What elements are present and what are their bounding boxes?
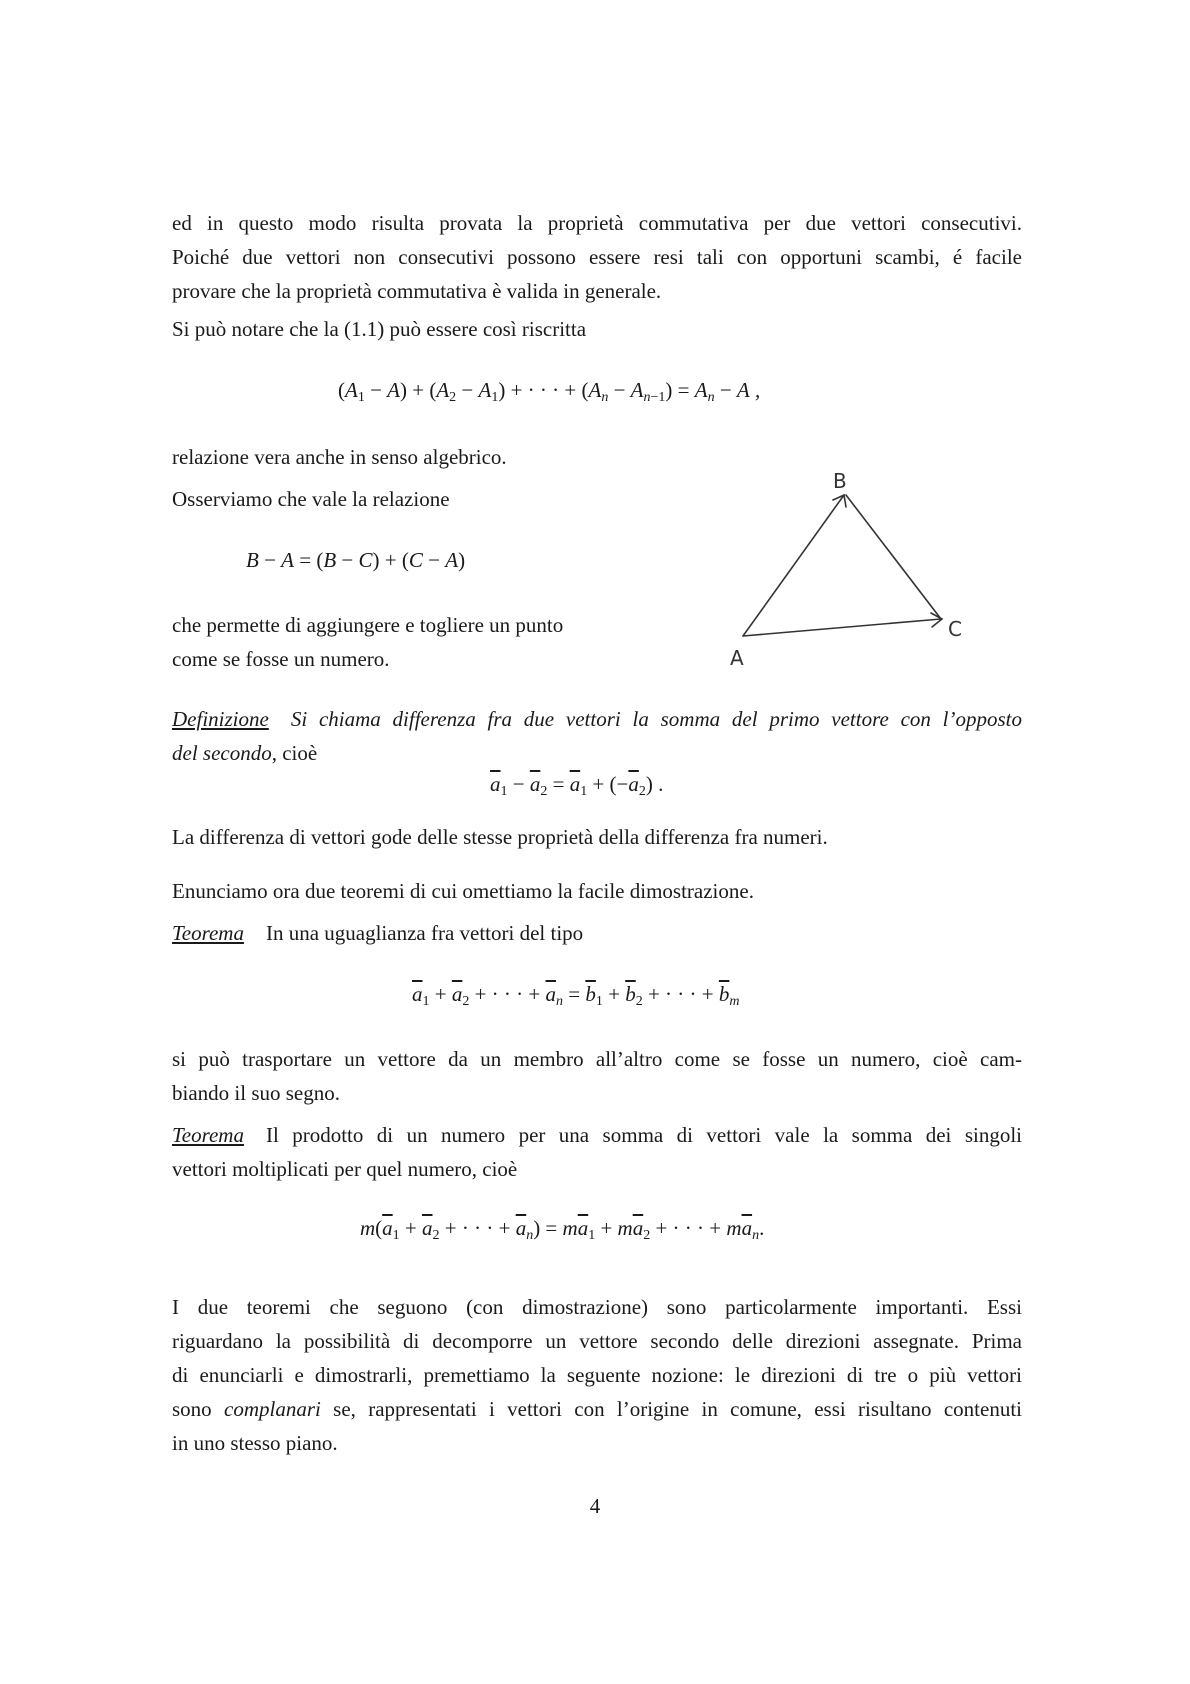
definition-block [172,702,1022,770]
definition-text: Si chiama differenza fra due vettori la somma del primo vettore con l’opposto [290,707,1022,731]
equation-distributive: $m(\overline{a}_1 + \overline{a}_2$ + · · · + $\overline{a}_n) = m\overline{a}_1 + m\overline{a}_2$ + · · · + $m\overline{a}_n$. [360,1216,765,1243]
theorem-text: Il prodotto di un numero per una somma di vettori vale la somma dei singoli [265,1123,1022,1147]
text-fragment: sono [172,1397,224,1421]
definition-text-end: del secondo [172,741,272,765]
text-line: riguardano la possibilità di decomporre un vettore secondo delle direzioni assegnate. Prima [172,1329,1022,1353]
label-c: C [948,617,962,641]
equation-difference: $\overline{a}_1 - \overline{a}_2 = \overline{a}_1 + (-\overline{a}_2)$ . [490,772,664,799]
text-line: si può trasportare un vettore da un membro all’altro come se fosse un numero, cioè cam- [172,1047,1022,1071]
text-fragment: , cioè [271,741,318,765]
paragraph-difference-properties: La differenza di vettori gode delle stesse proprietà della differenza fra numeri. [172,825,828,849]
paragraph-algebraic: relazione vera anche in senso algebrico. [172,445,507,469]
text-line: vettori moltiplicati per quel numero, cioè [172,1157,518,1181]
label-b: B [833,470,847,493]
text-line: di enunciarli e dimostrarli, premettiamo la seguente nozione: le direzioni di tre o più vettori [172,1363,1022,1387]
theorem-text: In una uguaglianza fra vettori del tipo [265,921,584,945]
paragraph-add-point [172,608,632,676]
paragraph-observe: Osserviamo che vale la relazione [172,487,450,511]
paragraph-theorems-intro: Enunciamo ora due teoremi di cui omettiamo la facile dimostrazione. [172,879,754,903]
vector-triangle-figure [700,470,980,670]
page-number: 4 [589,1494,601,1518]
text-line: I due teoremi che seguono (con dimostrazione) sono particolarmente importanti. Essi [172,1295,1022,1319]
text-line: che permette di aggiungere e togliere un punto [172,613,564,637]
theorem-label: Teorema [172,1123,244,1147]
text-line: ed in questo modo risulta provata la proprietà commutativa per due vettori consecutivi. [172,211,1022,235]
label-a: A [730,646,744,670]
paragraph-commutative [172,206,1022,308]
text-line: provare che la proprietà commutativa è valida in generale. [172,279,662,303]
text-line: Poiché due vettori non consecutivi possono essere resi tali con opportuni scambi, é facile [172,245,1022,269]
emphasis-complanari: complanari [224,1397,321,1421]
text-line: come se fosse un numero. [172,647,390,671]
equation-vector-equality: $\overline{a}_1 + \overline{a}_2$ + · · · + $\overline{a}_n = \overline{b}_1 + \overline{b}_2$ + · · · + $\overline{b}_m$ [412,982,740,1009]
theorem-1 [172,916,1022,950]
paragraph-coplanar [172,1290,1022,1460]
text-fragment: se, rappresentati i vettori con l’origine in comune, essi risultano contenuti [320,1397,1022,1421]
paragraph-transport [172,1042,1022,1110]
definition-label: Definizione [172,707,269,731]
equation-telescoping: $(A_1 - A) + (A_2 - A_1)$ + · · · + $(A_n - A_{n-1}) = A_n - A$ , [338,378,761,405]
equation-point-insertion: B − A = (B − C) + (C − A) [246,548,466,572]
paragraph-rewrite: Si può notare che la (1.1) può essere così riscritta [172,317,587,341]
text-line: biando il suo segno. [172,1081,340,1105]
theorem-2 [172,1118,1022,1186]
text-line: in uno stesso piano. [172,1431,338,1455]
theorem-label: Teorema [172,921,244,945]
